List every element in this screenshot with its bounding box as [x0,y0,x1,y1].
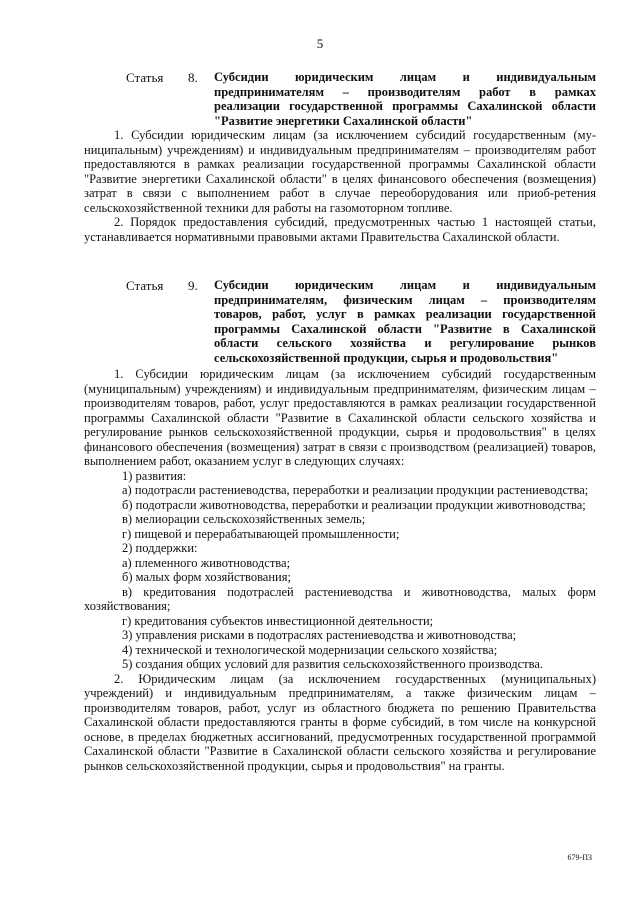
list-item: в) мелиорации сельскохозяйственных земель; [122,512,366,526]
article-label: Статья [126,70,164,85]
list-item: г) пищевой и перерабатывающей промышленности; [122,526,400,541]
article-8-title [214,70,596,128]
title-line: программы Сахалинской области "Развитие в Сахалинской [214,321,596,336]
list-item: 4) технической и технологической модернизации сельского хозяйства; [122,642,498,657]
list-item: в) кредитования подотраслей растениеводства и животноводства, малых форм хозяйствования; [84,584,596,613]
paragraph: 1. Субсидии юридическим лицам (за исключением субсидий государственным (муниципальным) учреждениям) и индивидуальным предпринимателям, физическим лицам – производителям товаров, работ, услуг предоставляются в рамках реализации государственной программы Сахалинской области "Развитие в Сахалинской области сельского хозяйства и регулирование рынков сельскохозяйственной продукции, сырья и продовольствия" в целях финансового обеспечения (возмещения) затрат в связи с производством (реализацией) товаров, выполнением работ, оказанием услуг в следующих случаях: [84,367,596,468]
paragraph: 2. Юридическим лицам (за исключением государственных (муниципальных) учреждений) и индивидуальным предпринимателям, а также физическим лицам – производителям товаров, работ, услуг из областного бюджета по решению Правительства Сахалинской области предоставляются гранты в форме субсидий, в том числе на конкурсной основе, в пределах бюджетных ассигнований, предусмотренных государственной программой Сахалинской области "Развитие в Сахалинской области сельского хозяйства и регулирование рынков сельскохозяйственной продукции, сырья и продовольствия" на гранты. [84,671,596,773]
article-8-header [126,70,596,128]
list-item: б) малых форм хозяйствования; [122,570,291,584]
list-item: 1) развития: [122,468,187,483]
list-item: б) подотрасли животноводства, переработки и реализации продукции животноводства; [122,497,586,512]
article-label: Статья [126,278,164,293]
article-9-body [84,367,596,773]
title-line: "Развитие энергетики Сахалинской области" [214,113,473,128]
article-number: 9. [188,278,198,293]
list-item: 5) создания общих условий для развития сельскохозяйственного производства. [122,657,544,671]
list-item: г) кредитования субъектов инвестиционной деятельности; [122,613,434,628]
title-line: Субсидии юридическим лицам и индивидуальным [214,278,596,292]
title-line: реализации государственной программы Сахалинской области [214,99,596,113]
title-line: товаров, работ, услуг в рамках реализации государственной [214,307,596,321]
title-line: предпринимателям, физическим лицам – производителям [214,292,596,307]
list-item: а) племенного животноводства; [122,555,291,570]
list-item: а) подотрасли растениеводства, переработки и реализации продукции растениеводства; [122,483,589,497]
article-8-body [84,128,596,244]
article-9-title [214,278,596,365]
article-9-header [126,278,596,365]
article-number: 8. [188,70,198,85]
title-line: Субсидии юридическим лицам и индивидуальным [214,70,596,84]
list-item: 2) поддержки: [122,541,198,555]
title-line: сельскохозяйственной продукции, сырья и продовольствия" [214,350,559,365]
paragraph: 2. Порядок предоставления субсидий, предусмотренных частью 1 настоящей статьи, устанавливается нормативными правовыми актами Правительства Сахалинской области. [84,215,596,244]
document-code: 679-ПЗ [567,853,592,862]
paragraph: 1. Субсидии юридическим лицам (за исключением субсидий государственным (му-ниципальным) учреждениям) и индивидуальным предпринимателям – производителям работ предоставляются в рамках реализации государственной программы Сахалинской области "Развитие энергетики Сахалинской области" в целях финансового обеспечения (возмещения) затрат в связи с выполнением работ в случае переоборудования или приоб-ретения сельскохозяйственной техники для работы на газомоторном топливе. [84,128,596,215]
title-line: предпринимателям – производителям работ в рамках [214,84,596,99]
page-number: 5 [316,36,324,51]
title-line: области сельского хозяйства и регулирование рынков [214,336,596,350]
list-item: 3) управления рисками в подотраслях растениеводства и животноводства; [122,628,517,642]
